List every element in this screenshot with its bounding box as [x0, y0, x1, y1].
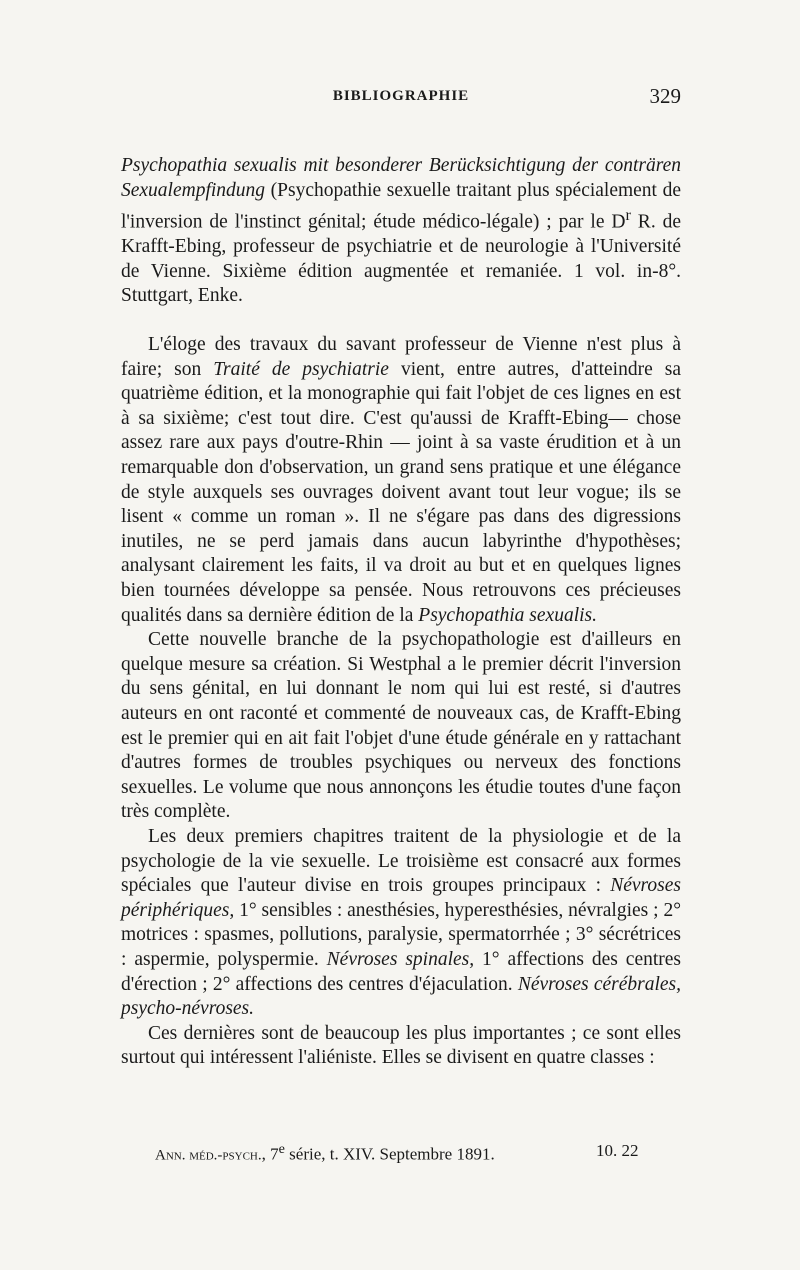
journal-abbrev: Ann. méd.-psych. [155, 1147, 262, 1164]
footer-rest: série, t. XIV. Septembre 1891. [284, 1144, 495, 1164]
footer-citation [155, 1141, 495, 1165]
p1-text-b: vient, entre autres, d'atteindre sa quatrième édition, et la monographie qui fait l'objet de ces lignes en est à sa sixième; c'est tout dire. C'est qu'aussi de Krafft-Ebing— chose assez rare aux pays d'outre-Rhin — joint à sa vaste érudition et à un remarquable don d'observation, un grand sens pratique et une élégance de style auxquels ses ouvrages doivent avant tout leur vogue; ils se lisent « comme un roman ». Il ne s'égare pas dans des digressions inutiles, ne se perd jamais dans aucun labyrinthe d'hypothèses; analysant clairement les faits, il va droit au but et en quelques lignes bien tournées développe sa pensée. Nous retrouvons ces précieuses qualités dans sa dernière édition de la [121, 358, 681, 626]
p3-text-a: Les deux premiers chapitres traitent de la physiologie et de la psychologie de la vie sexuelle. Le troisième est consacré aux formes spéciales que l'auteur divise en trois groupes principaux : [121, 825, 681, 897]
p3-italic-1: Névroses périphériques, [121, 875, 681, 921]
entry-title: Psychopathia sexualis mit besonderer Berücksichtigung der conträren Sexualempfindung [121, 155, 681, 201]
running-head [121, 84, 681, 118]
running-title: BIBLIOGRAPHIE [332, 88, 470, 104]
paragraph-1 [121, 333, 681, 628]
entry-sup: r [625, 206, 631, 225]
bibliography-entry [121, 154, 681, 309]
paragraph-3 [121, 825, 681, 1022]
p1-italic-2: Psychopathia sexualis. [418, 604, 597, 626]
entry-description: (Psychopathie sexuelle traitant plus spécialement de l'inversion de l'instinct génital; étude médico-légale) ; par le D [121, 179, 681, 233]
signature-mark: 10. 22 [596, 1141, 639, 1160]
paragraph-4: Ces dernières sont de beaucoup les plus importantes ; ce sont elles surtout qui intéressent l'aliéniste. Elles se divisent en quatre classes : [121, 1022, 681, 1069]
page-number: 329 [649, 84, 681, 108]
body-text [121, 154, 681, 1071]
p3-text-c: 1° affections des centres d'érection ; 2° affections des centres d'éjaculation. [121, 948, 682, 995]
page [121, 84, 682, 1071]
series-sup: e [278, 1141, 285, 1157]
p1-text-a: L'éloge des travaux du savant professeur de Vienne n'est plus à faire; son [121, 334, 681, 380]
entry-description-end: R. de Krafft-Ebing, professeur de psychiatrie et de neurologie à l'Université de Vienne. Sixième édition augmentée et remaniée. 1 vol. in-8°. Stuttgart, Enke. [121, 211, 681, 307]
p3-italic-2: Névroses spinales, [326, 948, 475, 970]
p3-text-b: 1° sensibles : anesthésies, hyperesthésies, névralgies ; 2° motrices : spasmes, pollutions, paralysie, spermatorrhée ; 3° sécrétrices : aspermie, polyspermie. [121, 899, 681, 970]
series: , 7 [261, 1144, 279, 1164]
paragraph-2: Cette nouvelle branche de la psychopathologie est d'ailleurs en quelque mesure sa création. Si Westphal a le premier décrit l'inversion du sens génital, en lui donnant le nom qui lui est resté, si d'autres auteurs en ont raconté et commenté de nouveaux cas, de Krafft-Ebing est le premier qui en ait fait l'objet d'une étude générale en y rattachant d'autres formes de troubles psychiques ou nerveux des fonctions sexuelles. Le volume que nous annonçons les étudie toutes d'une façon très complète. [121, 629, 681, 823]
p3-italic-3: Névroses cérébrales, psycho-névroses. [121, 973, 682, 1020]
p1-italic-1: Traité de psychiatrie [213, 358, 389, 380]
